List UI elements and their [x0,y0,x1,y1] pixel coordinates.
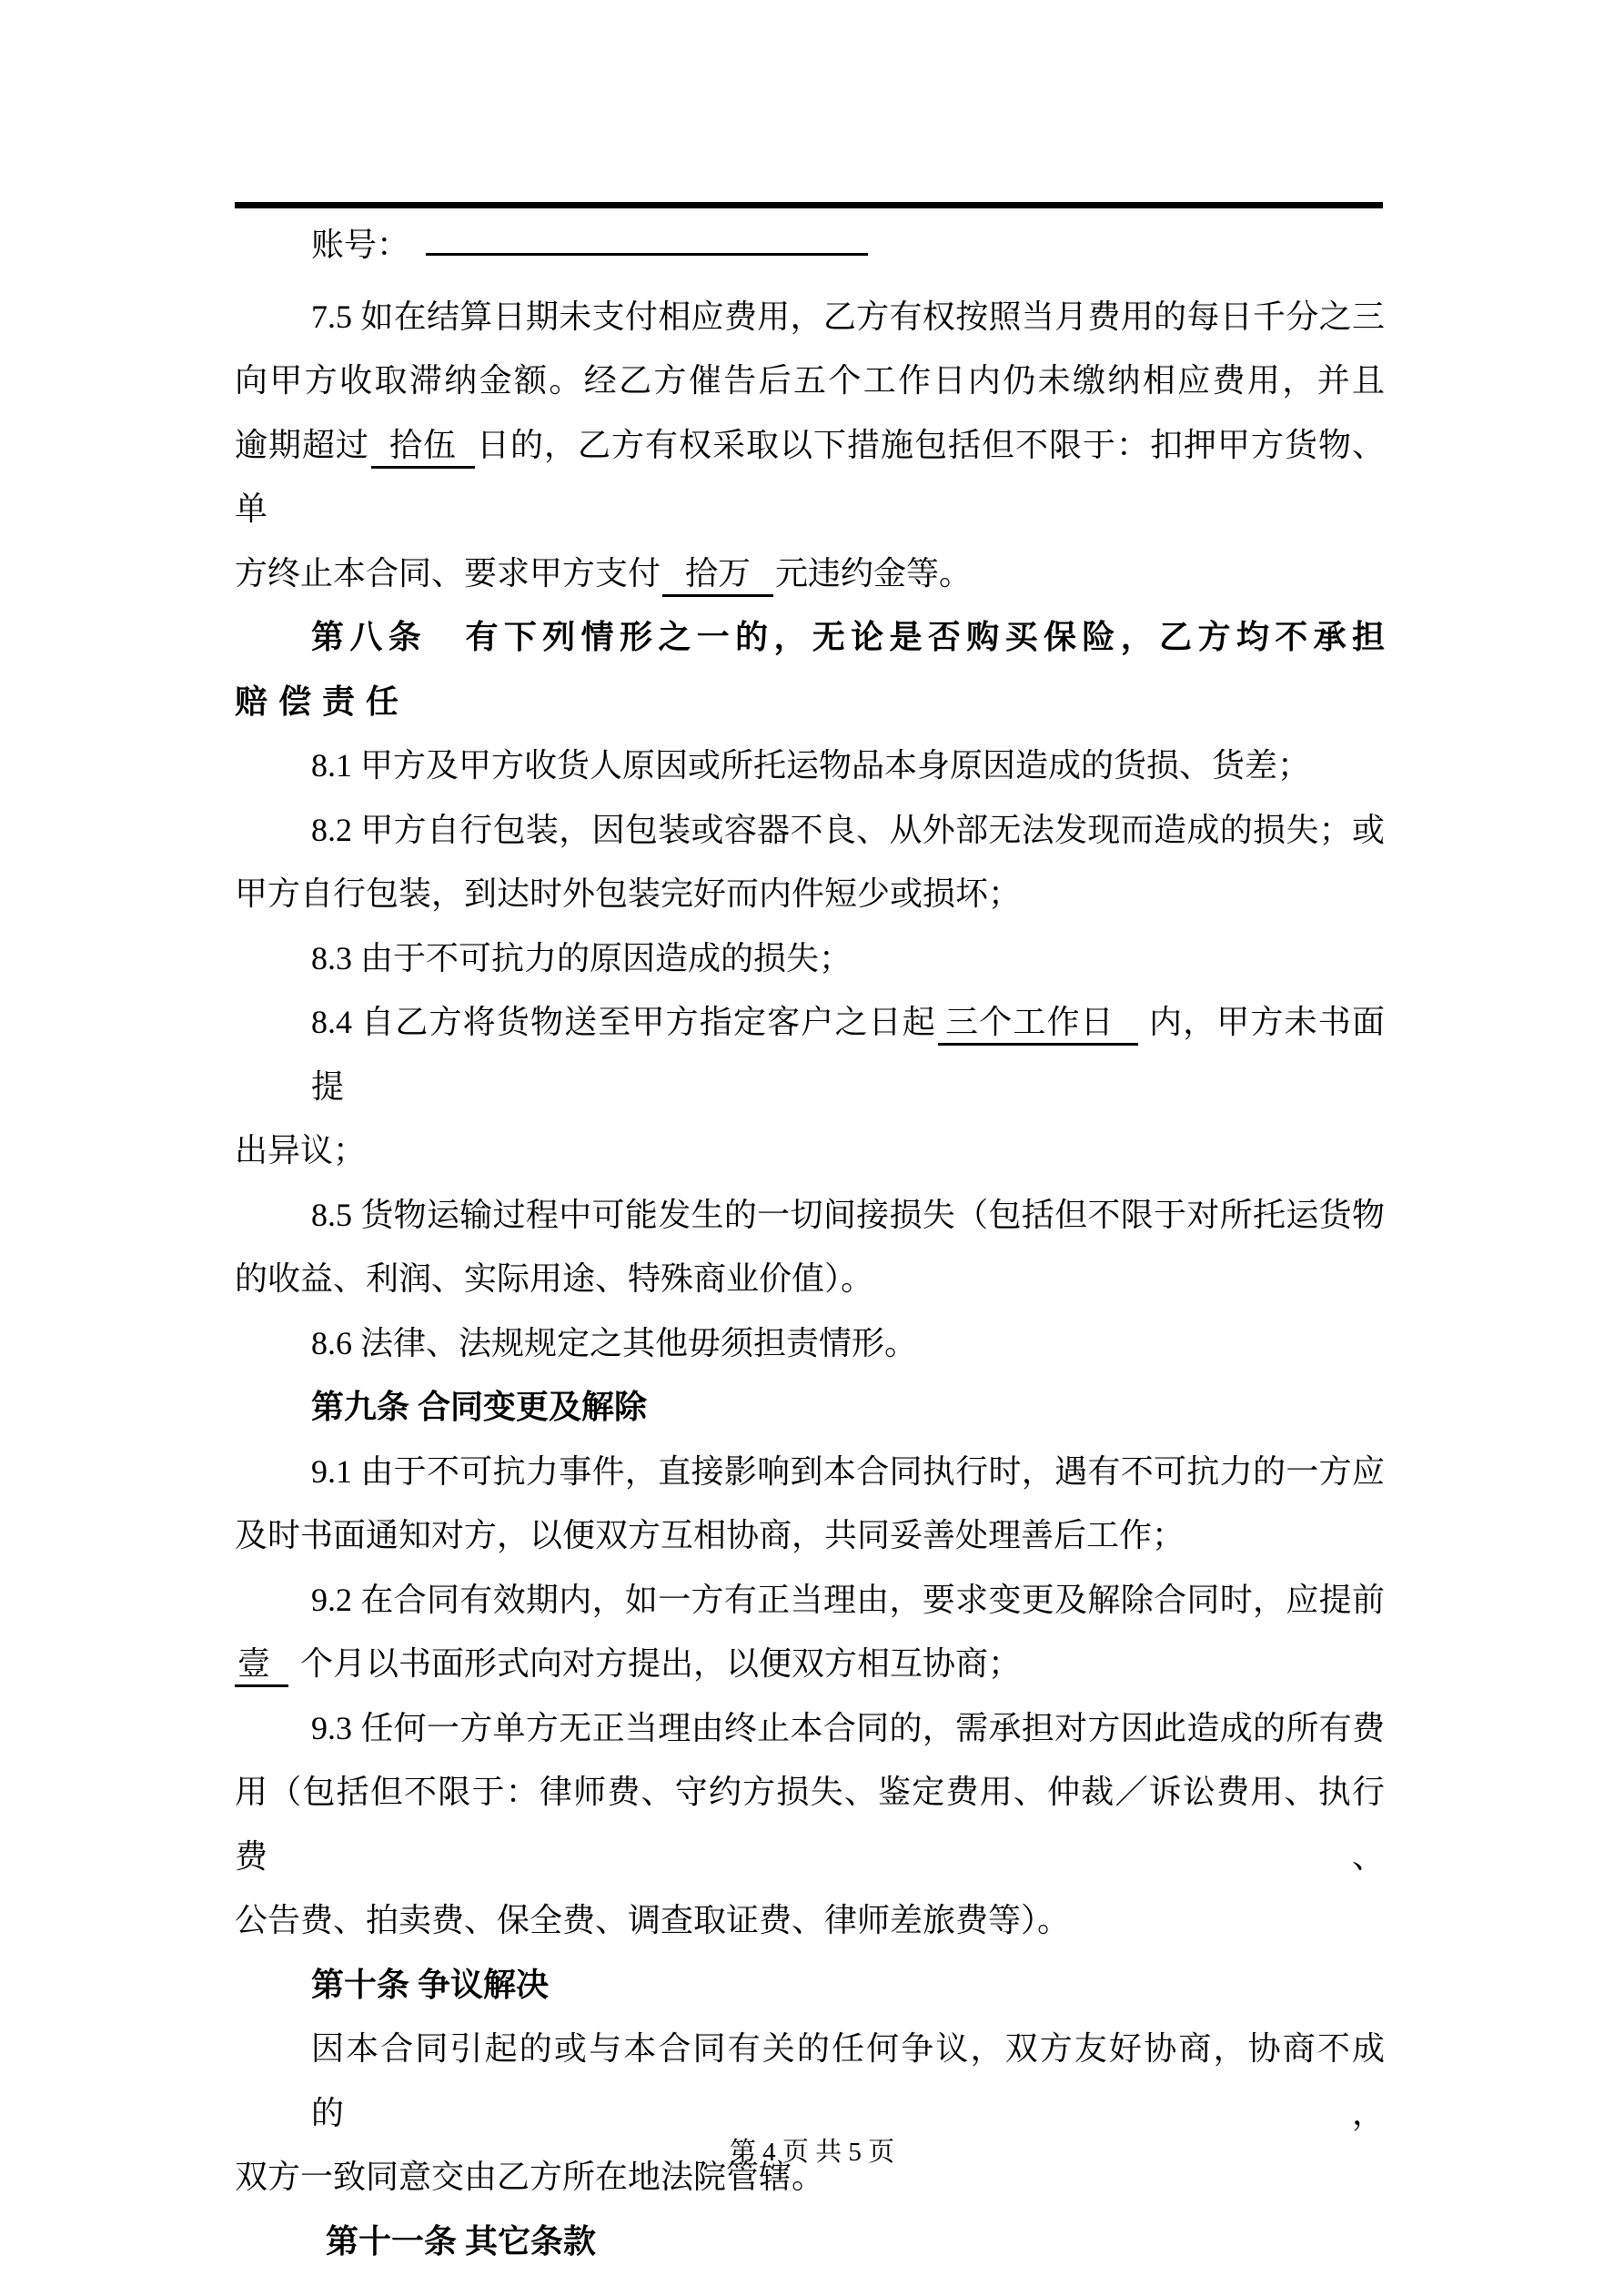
clause-92-line2 [235,1632,1385,1696]
article9-heading: 第九条 合同变更及解除 [311,1389,648,1425]
clause-84-post: 内，甲方未书面提 [311,1004,1385,1105]
account-number-blank [426,220,868,256]
clause-93-line1: 9.3 任何一方单方无正当理由终止本合同的，需承担对方因此造成的所有费 [311,1709,1385,1746]
clause-86: 8.6 法律、法规规定之其他毋须担责情形。 [311,1324,918,1361]
clause-84-line1 [235,990,1385,1118]
clause-82-line2: 甲方自行包装，到达时外包装完好而内件短少或损坏； [235,875,1022,912]
article8-heading-line1: 第八条 有下列情形之一的，无论是否购买保险，乙方均不承担 [311,619,1385,655]
clause-82-line1: 8.2 甲方自行包装，因包装或容器不良、从外部无法发现而造成的损失；或 [311,811,1385,848]
clause-84-line2: 出异议； [235,1132,367,1168]
clause-93-line2: 用（包括但不限于：律师费、守约方损失、鉴定费用、仲裁／诉讼费用、执行费、 [235,1774,1385,1875]
article10-line1: 因本合同引起的或与本合同有关的任何争议，双方友好协商，协商不成的， [311,2030,1385,2131]
page-footer: 第 4 页 共 5 页 [729,2138,895,2167]
clause-75-line4 [235,541,1385,606]
fill-in-blank-notice-months: 壹 [235,1645,288,1687]
article10-heading: 第十条 争议解决 [311,1966,550,2003]
clause-75-line4-post: 元违约金等。 [775,554,973,592]
fill-in-blank-penalty-amount: 拾万 [662,555,773,597]
clause-75-line1: 7.5 如在结算日期未支付相应费用，乙方有权按照当月费用的每日千分之三 [311,298,1385,335]
clause-92-line2-post: 个月以书面形式向对方提出，以便双方相互协商； [292,1645,1022,1682]
contract-body [235,213,1385,2273]
clause-75-line3 [235,413,1385,541]
clause-93-line3: 公告费、拍卖费、保全费、调查取证费、律师差旅费等）。 [235,1902,1071,1938]
clause-83: 8.3 由于不可抗力的原因造成的损失； [311,939,852,976]
table-border-rule [235,202,1383,208]
fill-in-blank-working-days: 三个工作日 [938,1004,1138,1046]
account-number-label: 账号： [311,227,410,263]
clause-75-line3-pre: 逾期超过 [235,426,369,463]
clause-81: 8.1 甲方及甲方收货人原因或所托运物品本身原因造成的货损、货差； [311,747,1311,784]
clause-91-line2: 及时书面通知对方，以便双方互相协商，共同妥善处理善后工作； [235,1517,1185,1553]
article11-heading: 第十一条 其它条款 [326,2222,597,2260]
fill-in-blank-overdue-days: 拾伍 [371,427,475,469]
clause-84-pre: 8.4 自乙方将货物送至甲方指定客户之日起 [311,1004,936,1040]
clause-91-line1: 9.1 由于不可抗力事件，直接影响到本合同执行时，遇有不可抗力的一方应 [311,1452,1385,1490]
article10-line2: 双方一致同意交由乙方所在地法院管辖。 [235,2159,825,2195]
clause-85-line1: 8.5 货物运输过程中可能发生的一切间接损失（包括但不限于对所托运货物 [311,1196,1385,1233]
clause-75-line2: 向甲方收取滞纳金额。经乙方催告后五个工作日内仍未缴纳相应费用，并且 [235,362,1385,399]
article8-heading-line2: 赔偿责任 [235,683,410,720]
clause-75-line4-pre: 方终止本合同、要求甲方支付 [235,554,661,592]
account-number-row [235,213,1385,278]
clause-75-line3-post: 日的，乙方有权采取以下措施包括但不限于：扣押甲方货物、单 [235,426,1385,527]
clause-92-line1: 9.2 在合同有效期内，如一方有正当理由，要求变更及解除合同时，应提前 [311,1581,1385,1618]
clause-85-line2: 的收益、利润、实际用途、特殊商业价值）。 [235,1260,874,1297]
